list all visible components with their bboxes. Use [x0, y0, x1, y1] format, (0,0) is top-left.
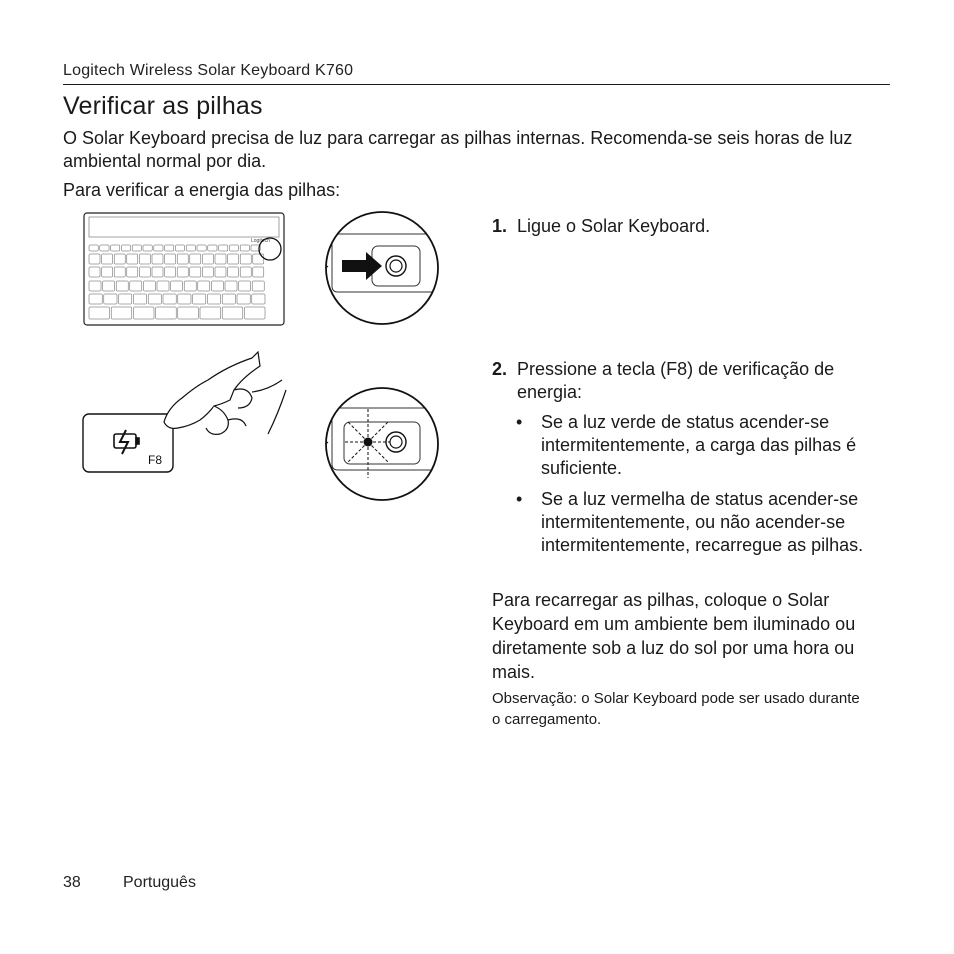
keyboard-key: [197, 245, 206, 251]
keyboard-key: [190, 254, 201, 264]
keyboard-key: [152, 254, 163, 264]
note-paragraph: Observação: o Solar Keyboard pode ser usado durante o carregamento.: [492, 690, 860, 728]
list-item: [516, 488, 896, 557]
keyboard-key: [130, 281, 142, 291]
keyboard-key: [154, 245, 163, 251]
keyboard-key: [178, 307, 199, 319]
page-title: Verificar as pilhas: [63, 92, 263, 120]
footer-language: Português: [123, 874, 196, 891]
keyboard-key: [103, 281, 115, 291]
keyboard-logo: Logitech: [251, 238, 270, 244]
keyboard-key: [225, 281, 237, 291]
keyboard-key: [253, 254, 264, 264]
keyboard-key: [121, 245, 130, 251]
keyboard-key: [89, 294, 102, 304]
keyboard-key: [89, 281, 101, 291]
keyboard-key: [165, 254, 176, 264]
keyboard-key: [207, 294, 220, 304]
power-switch-zoom-illustration: [324, 210, 442, 328]
keyboard-key: [104, 294, 117, 304]
keyboard-key: [253, 267, 264, 277]
keyboard-key: [215, 254, 226, 264]
keyboard-key: [139, 267, 150, 277]
keyboard-key: [133, 294, 146, 304]
step-1: [492, 215, 892, 238]
status-light-icon: [364, 438, 373, 447]
keyboard-key: [148, 294, 161, 304]
status-bullet-list: [516, 411, 896, 565]
keyboard-key: [211, 281, 223, 291]
keyboard-key: [165, 245, 174, 251]
keyboard-key: [177, 267, 188, 277]
keyboard-key: [229, 245, 238, 251]
key-label: F8: [148, 453, 163, 467]
hand-icon: [164, 352, 260, 434]
keyboard-key: [222, 307, 243, 319]
keyboard-key: [111, 245, 120, 251]
bullet-text: Se a luz vermelha de status acender-se intermitentemente, ou não acender-se intermitentemente, recarregue as pilhas.: [541, 489, 864, 555]
list-item: [516, 411, 896, 480]
keyboard-key: [222, 294, 235, 304]
keyboard-key: [165, 267, 176, 277]
keyboard-key: [193, 294, 206, 304]
keyboard-key: [139, 254, 150, 264]
step-number: 1.: [492, 216, 508, 236]
keyboard-key: [127, 254, 138, 264]
bullet-text: Se a luz verde de status acender-se intermitentemente, a carga das pilhas é suficiente.: [541, 412, 857, 478]
keyboard-key: [114, 267, 125, 277]
keyboard-key: [228, 267, 239, 277]
keyboard-key: [240, 254, 251, 264]
keyboard-key: [198, 281, 210, 291]
keyboard-key: [89, 307, 110, 319]
keyboard-key: [252, 281, 264, 291]
keyboard-key: [190, 267, 201, 277]
keyboard-key: [215, 267, 226, 277]
keyboard-key: [119, 294, 132, 304]
keyboard-key: [89, 254, 100, 264]
keyboard-key: [178, 294, 191, 304]
page-number: 38: [63, 874, 81, 891]
keyboard-key: [177, 254, 188, 264]
header-divider: [63, 84, 890, 85]
step-text: Pressione a tecla (F8) de verificação de energia:: [517, 359, 835, 402]
keyboard-key: [116, 281, 128, 291]
recharge-paragraph: Para recarregar as pilhas, coloque o Solar Keyboard em um ambiente bem iluminado ou diretamente sob a luz do sol por uma hora ou mais.: [492, 590, 856, 682]
keyboard-key: [133, 307, 154, 319]
keyboard-key: [237, 294, 250, 304]
keyboard-key: [89, 267, 100, 277]
keyboard-key: [114, 254, 125, 264]
keyboard-key: [202, 254, 213, 264]
keyboard-key: [143, 281, 155, 291]
keyboard-key: [111, 307, 132, 319]
keyboard-key: [89, 245, 98, 251]
keyboard-key: [239, 281, 251, 291]
keyboard-key: [202, 267, 213, 277]
keyboard-illustration: [83, 212, 285, 326]
keyboard-key: [175, 245, 184, 251]
keyboard-key: [171, 281, 183, 291]
intro-paragraph: O Solar Keyboard precisa de luz para carregar as pilhas internas. Recomenda-se seis horas de luz ambiental normal por dia.: [63, 128, 853, 171]
status-light-zoom-illustration: [324, 386, 442, 504]
keyboard-key: [152, 267, 163, 277]
step-number: 2.: [492, 359, 508, 379]
keyboard-key: [163, 294, 176, 304]
bullet-marker: •: [516, 489, 523, 509]
bullet-marker: •: [516, 412, 523, 432]
keyboard-key: [200, 307, 221, 319]
keyboard-key: [100, 245, 109, 251]
keyboard-key: [240, 267, 251, 277]
keyboard-key: [132, 245, 141, 251]
keyboard-key: [244, 307, 265, 319]
keyboard-key: [228, 254, 239, 264]
keyboard-key: [184, 281, 196, 291]
keyboard-key: [252, 294, 265, 304]
instructions-subheading: Para verificar a energia das pilhas:: [63, 180, 341, 200]
keyboard-key: [157, 281, 169, 291]
hand-pressing-key-illustration: [82, 350, 287, 476]
keyboard-key: [186, 245, 195, 251]
step-text: Ligue o Solar Keyboard.: [517, 216, 711, 236]
keyboard-key: [240, 245, 249, 251]
keyboard-key: [219, 245, 228, 251]
keyboard-key: [102, 254, 113, 264]
document-header: Logitech Wireless Solar Keyboard K760: [63, 62, 354, 79]
keyboard-key: [127, 267, 138, 277]
keyboard-key: [102, 267, 113, 277]
keyboard-key: [143, 245, 152, 251]
keyboard-key: [208, 245, 217, 251]
step-2: [492, 358, 892, 404]
keyboard-key: [156, 307, 177, 319]
